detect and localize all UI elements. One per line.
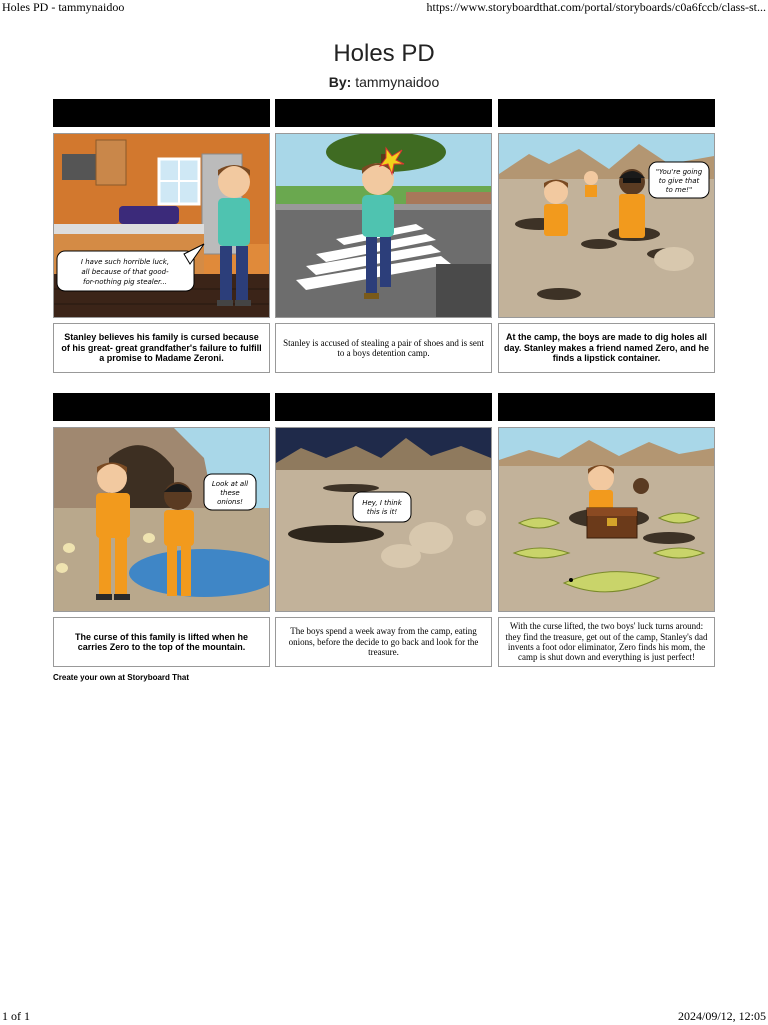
cell-scene — [275, 133, 492, 318]
speech-bubble-line: all because of that good- — [81, 268, 169, 276]
speech-bubble-line: to me!" — [665, 186, 693, 194]
create-your-own-link[interactable]: Create your own at Storyboard That — [53, 673, 190, 682]
cell-caption: At the camp, the boys are made to dig holes all day. Stanley makes a friend named Zero, and he finds a lipstick container. — [498, 323, 715, 373]
cell-caption: The curse of this family is lifted when he carries Zero to the top of the mountain. — [53, 617, 270, 667]
speech-bubble-line: for-nothing pig stealer... — [83, 278, 167, 286]
mountain-scene — [54, 428, 269, 611]
night-desert-scene — [276, 428, 491, 611]
cell-title-bar — [53, 393, 270, 421]
treasure-scene — [499, 428, 714, 611]
print-timestamp: 2024/09/12, 12:05 — [677, 1009, 766, 1023]
camp-scene — [499, 134, 714, 317]
cell-caption: Stanley is accused of stealing a pair of shoes and is sent to a boys detention camp. — [275, 323, 492, 373]
print-header-title: Holes PD - tammynaidoo — [2, 0, 125, 14]
street-scene — [276, 134, 491, 317]
speech-bubble-line: this is it! — [366, 508, 398, 516]
speech-bubble-line: onions! — [217, 498, 243, 506]
speech-bubble-line: to give that — [658, 177, 700, 185]
cell-scene — [53, 427, 270, 612]
print-footer — [0, 1009, 768, 1025]
byline-label: By: — [328, 74, 352, 90]
cell-title-bar — [53, 99, 270, 127]
cell-caption: Stanley believes his family is cursed because of his great- great grandfather's failure to fulfill a promise to Madame Zeroni. — [53, 323, 270, 373]
cell-title-bar — [498, 99, 715, 127]
cell-caption: With the curse lifted, the two boys' luck turns around: they find the treasure, get out of the camp, Stanley's dad invents a foot odor eliminator, Zero finds his mom, the camp is shut down and everything is just perfect! — [498, 617, 715, 667]
print-header — [0, 0, 768, 16]
cell-scene — [498, 133, 715, 318]
kitchen-scene — [54, 134, 269, 317]
cell-title-bar — [275, 393, 492, 421]
cell-title-bar — [275, 99, 492, 127]
storyboard-title: Holes PD — [333, 40, 435, 67]
byline-author[interactable]: tammynaidoo — [355, 74, 440, 90]
cell-title-bar — [498, 393, 715, 421]
cell-caption: The boys spend a week away from the camp, eating onions, before the decide to go back and look for the treasure. — [275, 617, 492, 667]
speech-bubble-line: these — [220, 489, 240, 497]
cell-scene — [275, 427, 492, 612]
speech-bubble-line: Look at all — [211, 480, 249, 488]
cell-scene — [498, 427, 715, 612]
speech-bubble-line: Hey, I think — [362, 499, 402, 507]
print-header-url[interactable]: https://www.storyboardthat.com/portal/storyboards/c0a6fccb/class-st... — [426, 0, 766, 14]
storyboard-byline — [0, 74, 768, 90]
cell-scene — [53, 133, 270, 318]
speech-bubble-line: "You're going — [655, 168, 703, 176]
speech-bubble-line: I have such horrible luck, — [80, 258, 170, 266]
page-count: 1 of 1 — [2, 1009, 30, 1023]
